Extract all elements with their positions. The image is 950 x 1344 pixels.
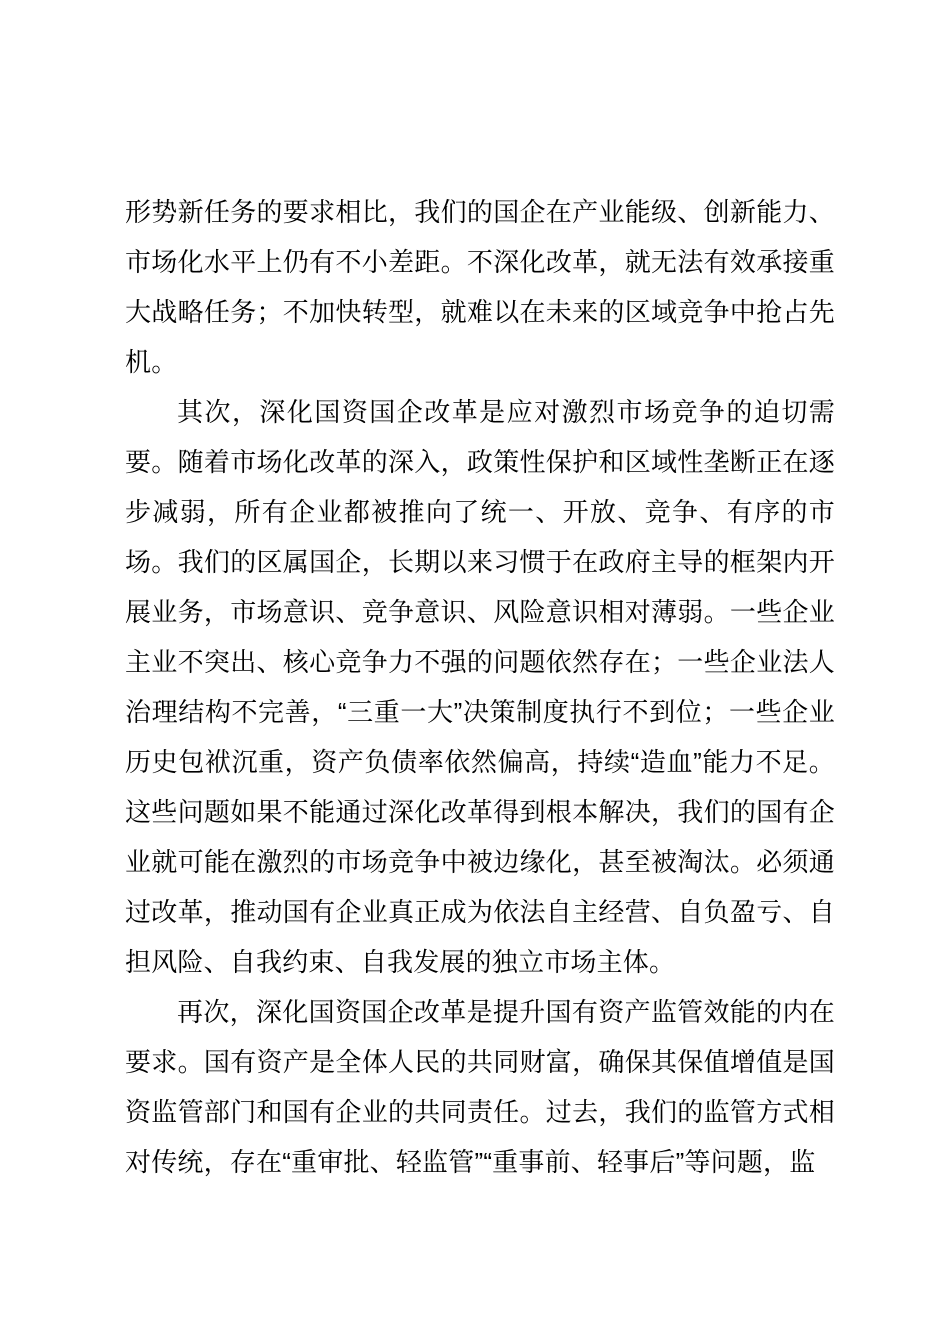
paragraph-market-competition-need: 其次，深化国资国企改革是应对激烈市场竞争的迫切需要。随着市场化改革的深入，政策性保护和区域性垄断正在逐步减弱，所有企业都被推向了统一、开放、竞争、有序的市场。我们的区属国企，长期以来习惯于在政府主导的框架内开展业务，市场意识、竞争意识、风险意识相对薄弱。一些企业主业不突出、核心竞争力不强的问题依然存在；一些企业法人治理结构不完善，“三重一大”决策制度执行不到位；一些企业历史包袱沉重，资产负债率依然偏高，持续“造血”能力不足。这些问题如果不能通过深化改革得到根本解决，我们的国有企业就可能在激烈的市场竞争中被边缘化，甚至被淘汰。必须通过改革，推动国有企业真正成为依法自主经营、自负盈亏、自担风险、自我约束、自我发展的独立市场主体。: [125, 397, 835, 977]
document-text-body: [125, 187, 835, 1187]
paragraph-continuation-reform-gap: 形势新任务的要求相比，我们的国企在产业能级、创新能力、市场化水平上仍有不小差距。不深化改革，就无法有效承接重大战略任务；不加快转型，就难以在未来的区域竞争中抢占先机。: [125, 197, 835, 377]
paragraph-supervision-efficiency-need: 再次，深化国资国企改革是提升国有资产监管效能的内在要求。国有资产是全体人民的共同财富，确保其保值增值是国资监管部门和国有企业的共同责任。过去，我们的监管方式相对传统，存在“重审批、轻监管”“重事前、轻事后”等问题，监: [125, 997, 835, 1177]
